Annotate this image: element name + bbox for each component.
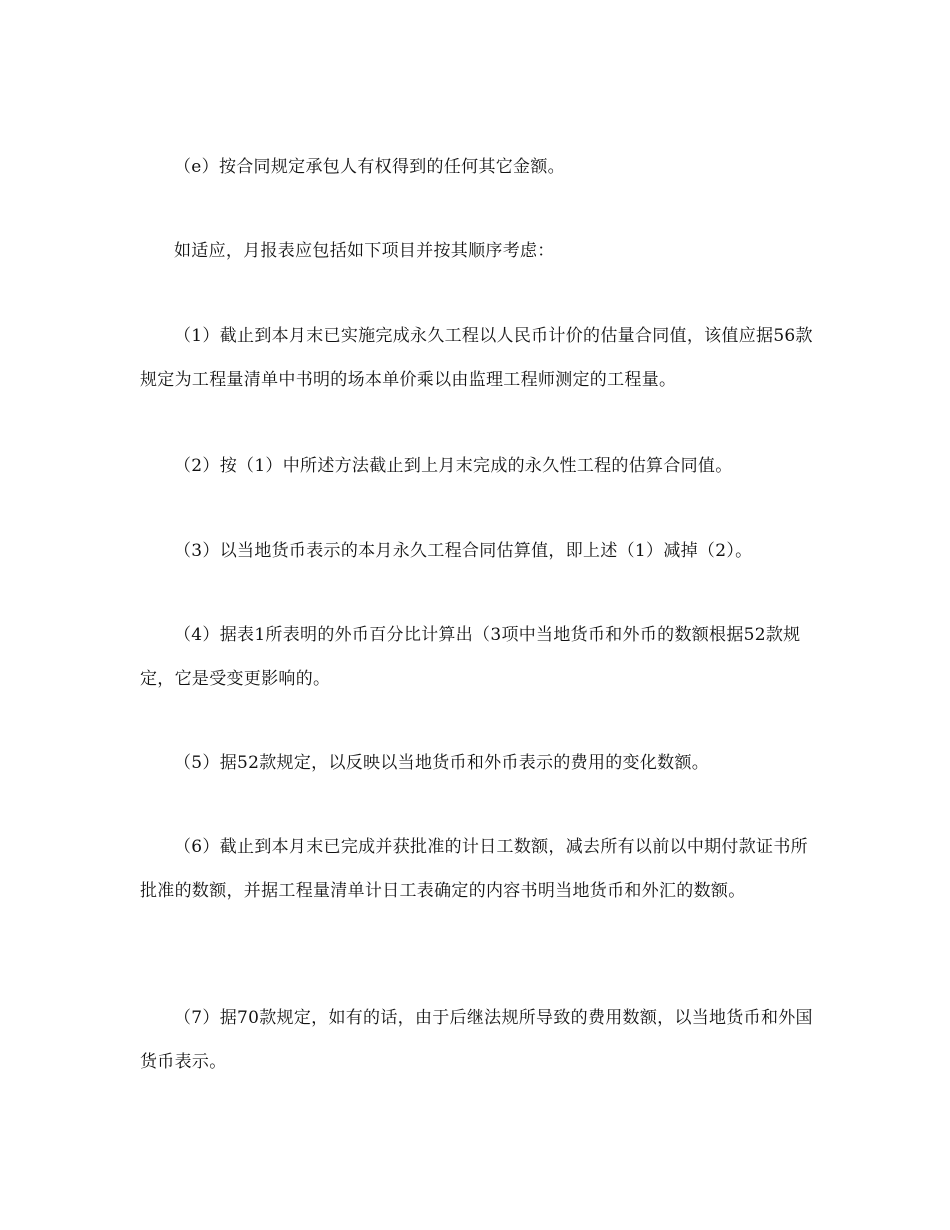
paragraph-item-3: （3）以当地货币表示的本月永久工程合同估算值，即上述（1）减掉（2）。 — [174, 541, 753, 561]
paragraph-item-4: （4）据表1所表明的外币百分比计算出（3项中当地货币和外币的数额根据52款规定，它是受变更影响的。 — [140, 625, 801, 689]
paragraph-item-7: （7）据70款规定，如有的话，由于后继法规所导致的费用数额，以当地货币和外国货币表示。 — [140, 1008, 813, 1072]
paragraph-item-6: （6）截止到本月末已完成并获批准的计日工数额，减去所有以前以中期付款证书所批准的数额，并据工程量清单计日工表确定的内容书明当地货币和外汇的数额。 — [140, 837, 808, 901]
paragraph-item-2: （2）按（1）中所述方法截止到上月末完成的永久性工程的估算合同值。 — [174, 456, 733, 476]
paragraph-e-other-amounts: （e）按合同规定承包人有权得到的任何其它金额。 — [174, 157, 565, 177]
paragraph-item-5: （5）据52款规定，以反映以当地货币和外币表示的费用的变化数额。 — [174, 753, 710, 773]
paragraph-item-1: （1）截止到本月末已实施完成永久工程以人民币计价的估量合同值，该值应据56款规定为工程量清单中书明的场本单价乘以由监理工程师测定的工程量。 — [140, 326, 813, 390]
paragraph-monthly-report-intro: 如适应，月报表应包括如下项目并按其顺序考虑： — [174, 241, 555, 261]
